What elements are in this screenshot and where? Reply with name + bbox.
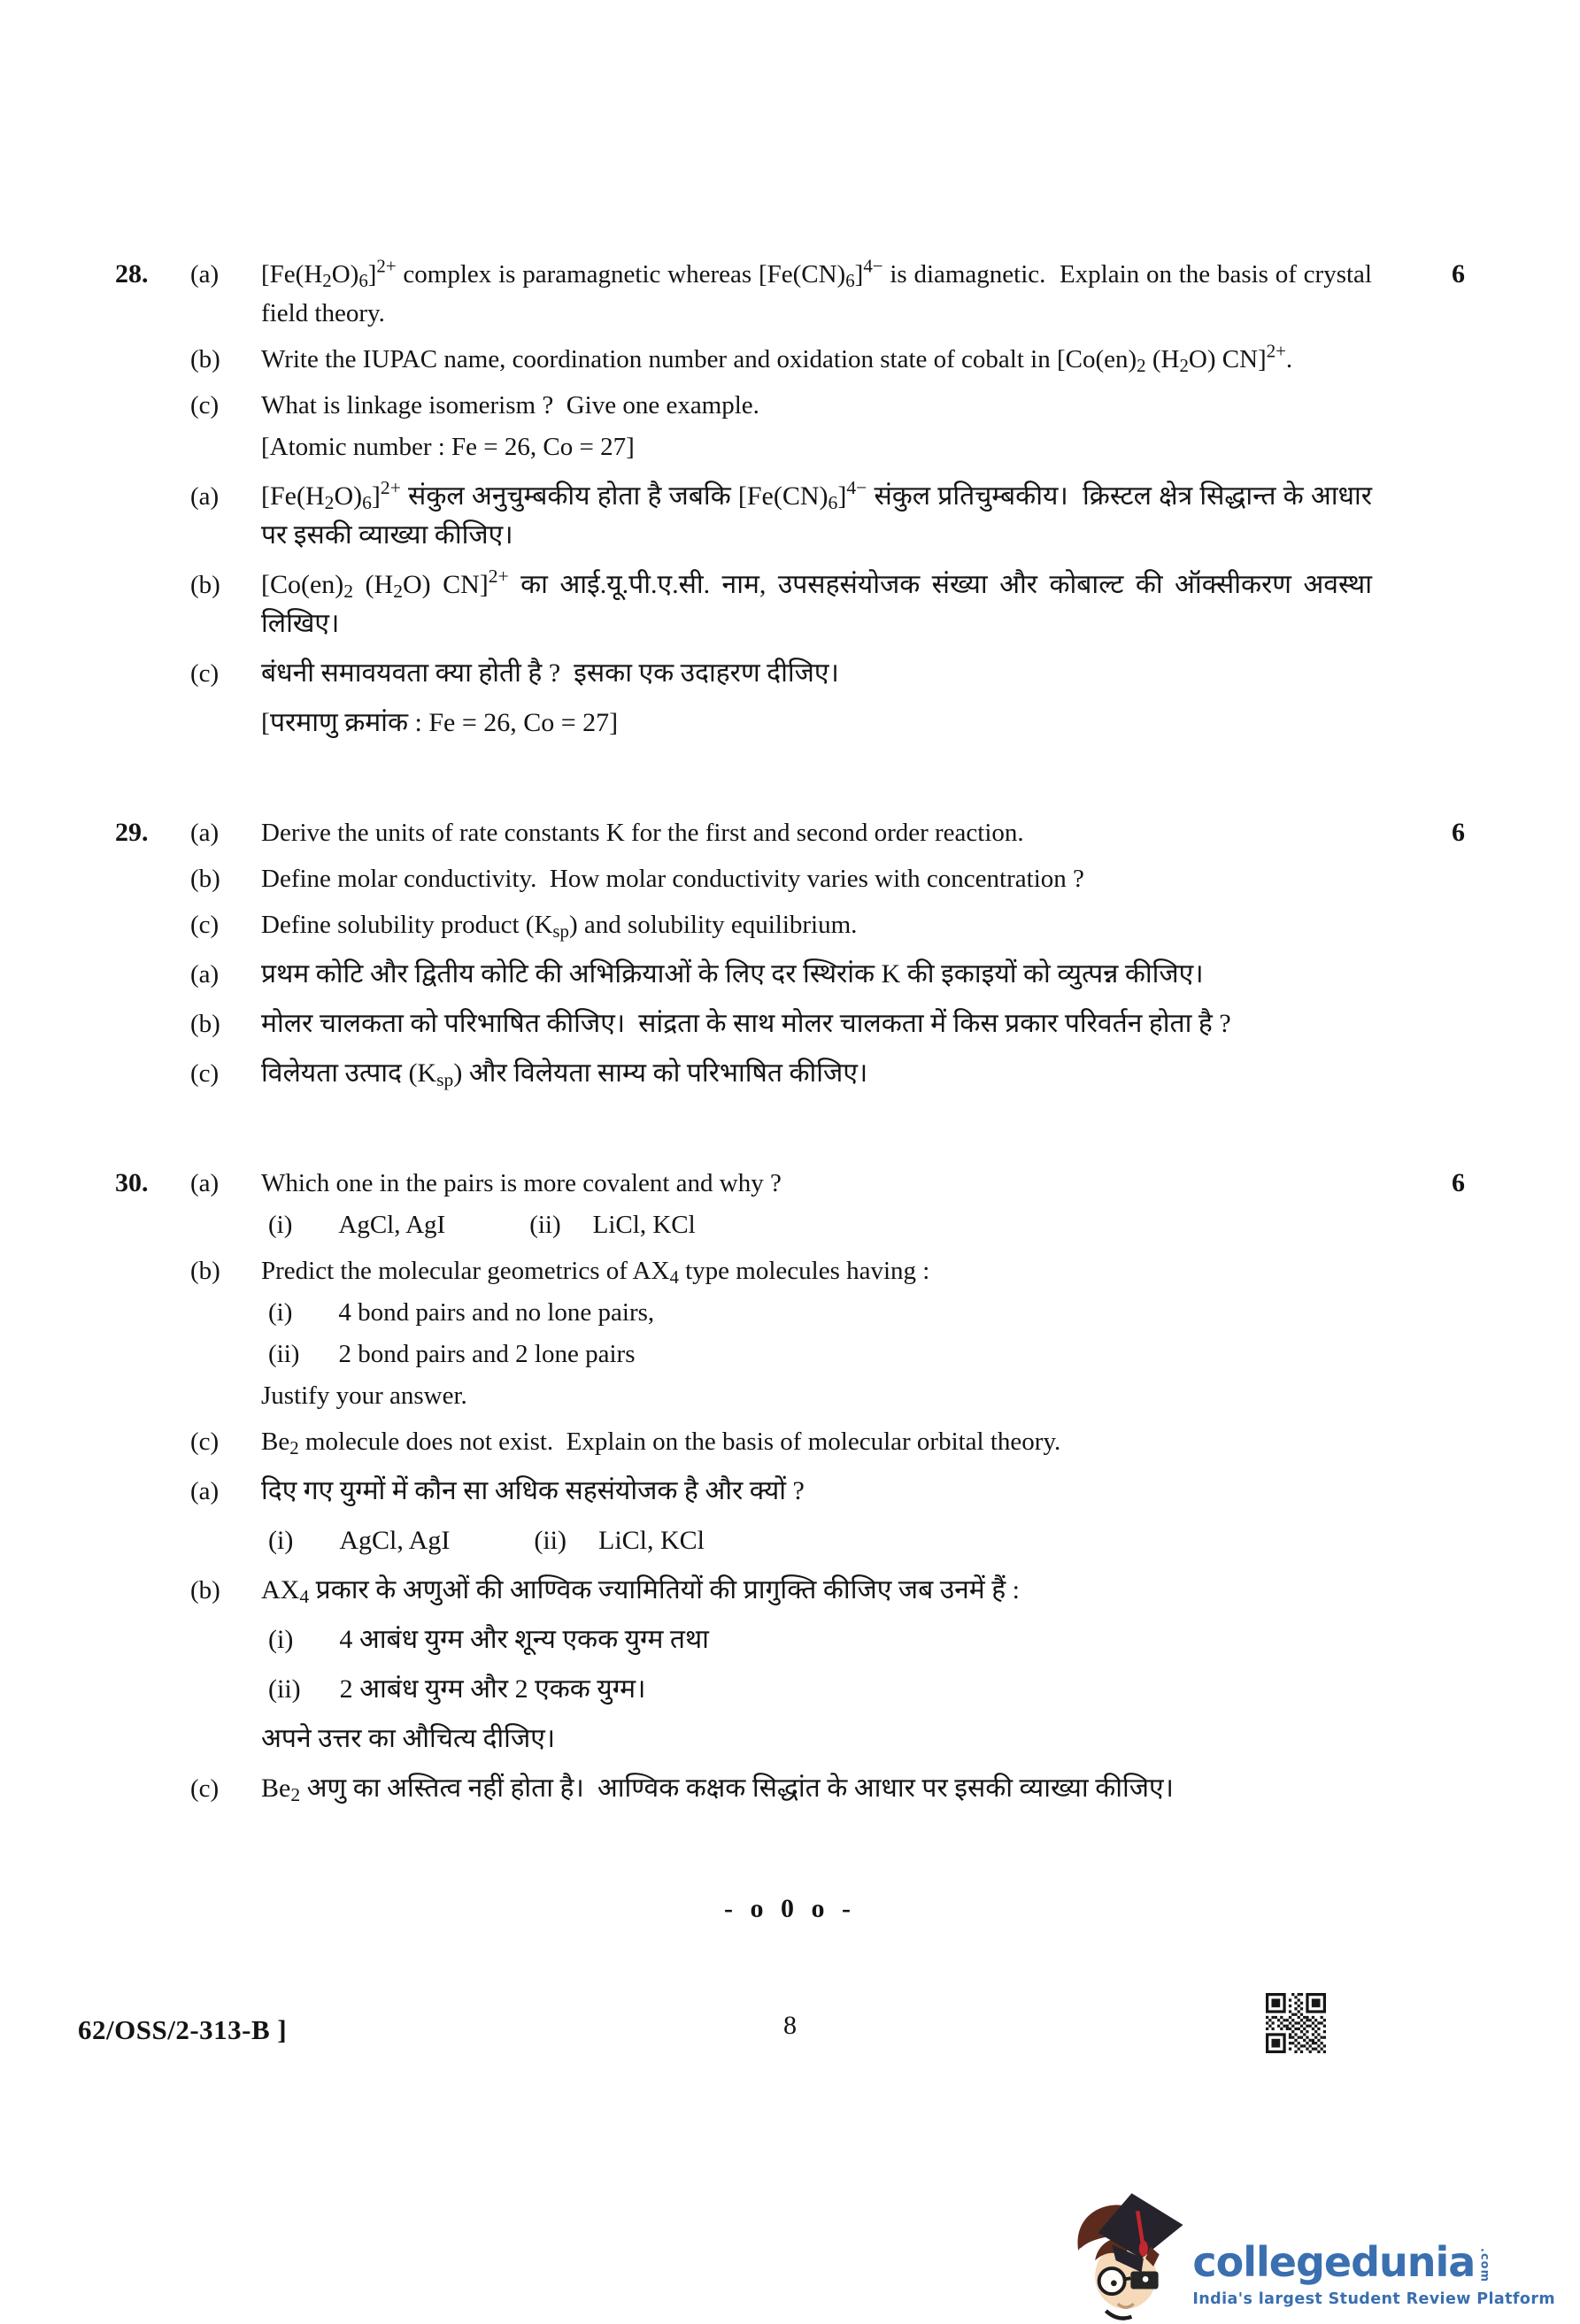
part-text: (ii) 2 आबंध युग्म और 2 एकक युग्म।	[268, 1674, 646, 1704]
question-part-row	[115, 1620, 1465, 1659]
question-part-row	[115, 255, 1465, 333]
part-text: Write the IUPAC name, coordination number and oxidation state of cobalt in [$Co(en)_2$ $(H_2O)$ CN]$^{2+}$.	[261, 340, 1293, 376]
part-text: (i) 4 आबंध युग्म और शून्य एकक युग्म तथा	[268, 1625, 709, 1654]
part-text: [$Co(en)_2$ $(H_2O)$ CN]$^{2+}$ का आई.यू.पी.ए.सी. नाम, उपसहसंयोजक संख्या और कोबाल्ट की ऑक्सीकरण अवस्था लिखिए।	[261, 566, 1372, 638]
question-number: 30.	[115, 1168, 149, 1197]
question-part-row	[115, 1571, 1465, 1610]
question-part-row	[115, 1335, 1465, 1374]
part-label: (c)	[190, 911, 220, 939]
question-part-row	[115, 477, 1465, 555]
part-text: Which one in the pairs is more covalent and why ?	[261, 1169, 782, 1197]
part-label: (a)	[190, 960, 220, 989]
part-text: Justify your answer.	[261, 1381, 467, 1410]
part-text: मोलर चालकता को परिभाषित कीजिए। सांद्रता के साथ मोलर चालकता में किस प्रकार परिवर्तन होता है ?	[261, 1009, 1231, 1038]
question-part-row	[115, 566, 1465, 643]
question-part-row	[115, 1769, 1465, 1808]
question-part-row	[115, 813, 1465, 852]
part-text: Define molar conductivity. How molar conductivity varies with concentration ?	[261, 865, 1084, 893]
part-text: अपने उत्तर का औचित्य दीजिए।	[261, 1724, 556, 1753]
question-part-row	[115, 1670, 1465, 1709]
part-label: (c)	[190, 391, 220, 419]
collegedunia-logo	[1068, 2181, 1555, 2320]
question-part-row	[115, 1422, 1465, 1461]
part-label: (b)	[190, 865, 220, 893]
part-text: Define solubility product $(K_{sp})$ and solubility equilibrium.	[261, 911, 858, 942]
question-list	[115, 255, 1465, 1808]
question-part-row	[115, 1472, 1465, 1511]
part-label: (b)	[190, 1010, 220, 1038]
question-part-row	[115, 654, 1465, 693]
part-label: (a)	[190, 260, 220, 289]
part-text: प्रथम कोटि और द्वितीय कोटि की अभिक्रियाओं के लिए दर स्थिरांक K की इकाइयों को व्युत्पन्न कीजिए।	[261, 959, 1204, 989]
part-label: (a)	[190, 482, 220, 511]
page-number: 8	[783, 2011, 797, 2040]
part-text: (i) AgCl, AgI (ii) LiCl, KCl	[268, 1211, 696, 1239]
marks-value: 6	[1452, 259, 1465, 289]
question-number: 29.	[115, 818, 149, 847]
part-text: दिए गए युग्मों में कौन सा अधिक सहसंयोजक है और क्यों ?	[261, 1476, 805, 1505]
logo-brand: collegedunia	[1192, 2238, 1476, 2286]
qr-code	[1266, 1993, 1326, 2053]
part-label: (c)	[190, 1059, 220, 1088]
question-part-row	[115, 1293, 1465, 1332]
part-text: बंधनी समावयवता क्या होती है ? इसका एक उदाहरण दीजिए।	[261, 658, 839, 688]
question-number: 28.	[115, 259, 149, 289]
question-part-row	[115, 340, 1465, 379]
question-part-row	[115, 905, 1465, 944]
question-part-row	[115, 1251, 1465, 1290]
question-part-row	[115, 1054, 1465, 1093]
part-label: (a)	[190, 819, 220, 847]
part-text: $[Fe(H_2O)_6]^{2+}$ complex is paramagnetic whereas $[Fe(CN)_6]^{4-}$ is diamagnetic. Explain on the basis of crystal field theory.	[261, 255, 1372, 327]
part-label: (c)	[190, 1427, 220, 1456]
logo-mascot-icon	[1068, 2181, 1187, 2320]
logo-tld: .com	[1477, 2248, 1491, 2283]
part-label: (b)	[190, 345, 220, 373]
part-text: $AX_4$ प्रकार के अणुओं की आण्विक ज्यामितियों की प्रागुक्ति कीजिए जब उनमें हैं :	[261, 1575, 1020, 1608]
part-label: (a)	[190, 1477, 220, 1505]
question-part-row	[115, 955, 1465, 994]
part-label: (c)	[190, 1774, 220, 1803]
question-part-row	[115, 1004, 1465, 1043]
logo-text	[1192, 2238, 1555, 2320]
part-text: $[Fe(H_2O)_6]^{2+}$ संकुल अनुचुम्बकीय होता है जबकि $[Fe(CN)_6]^{4-}$ संकुल प्रतिचुम्बकीय। क्रिस्टल क्षेत्र सिद्धान्त के आधार पर इसकी व्याख्या कीजिए।	[261, 477, 1372, 550]
part-text: $Be_2$ अणु का अस्तित्व नहीं होता है। आण्विक कक्षक सिद्धांत के आधार पर इसकी व्याख्या कीजिए।	[261, 1774, 1175, 1806]
question-part-row	[115, 859, 1465, 898]
part-text: [परमाणु क्रमांक : Fe = 26, Co = 27]	[261, 708, 619, 737]
question-part-row	[115, 1720, 1465, 1758]
question-part-row	[115, 1376, 1465, 1415]
question-part-row	[115, 704, 1465, 743]
part-text: $Be_2$ molecule does not exist. Explain on the basis of molecular orbital theory.	[261, 1427, 1061, 1458]
part-text: Derive the units of rate constants K for the first and second order reaction.	[261, 819, 1024, 847]
part-text: Predict the molecular geometrics of $AX_4$ type molecules having :	[261, 1257, 930, 1288]
question-part-row	[115, 427, 1465, 466]
question-part-row	[115, 1521, 1465, 1560]
part-label: (c)	[190, 659, 220, 688]
part-text: (i) AgCl, AgI (ii) LiCl, KCl	[268, 1526, 705, 1555]
part-label: (a)	[190, 1169, 220, 1197]
part-text: (ii) 2 bond pairs and 2 lone pairs	[268, 1340, 636, 1368]
part-label: (b)	[190, 1576, 220, 1604]
marks-value: 6	[1452, 1168, 1465, 1197]
question-part-row	[115, 386, 1465, 425]
part-label: (b)	[190, 1257, 220, 1285]
part-text: (i) 4 bond pairs and no lone pairs,	[268, 1298, 655, 1327]
part-text: विलेयता उत्पाद $(K_{sp})$ और विलेयता साम्य को परिभाषित कीजिए।	[261, 1058, 868, 1091]
question-part-row	[115, 1164, 1465, 1203]
question-part-row	[115, 1205, 1465, 1244]
footer-paper-code: 62/OSS/2-313-B ]	[78, 2014, 288, 2045]
marks-value: 6	[1452, 818, 1465, 847]
logo-tagline: India's largest Student Review Platform	[1192, 2290, 1555, 2308]
part-text: What is linkage isomerism ? Give one example.	[261, 391, 759, 419]
part-text: [Atomic number : Fe = 26, Co = 27]	[261, 433, 635, 461]
part-label: (b)	[190, 571, 220, 599]
closing-mark: - o 0 o -	[724, 1894, 856, 1923]
